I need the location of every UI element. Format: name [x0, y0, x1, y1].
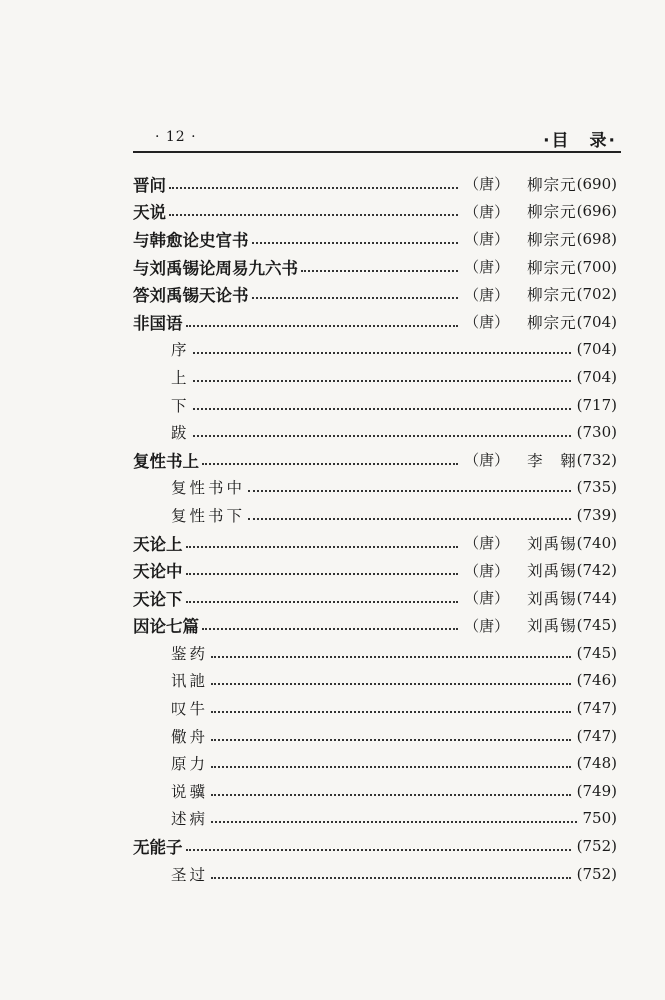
dot-leader [193, 352, 571, 354]
entry-author: 柳宗元 [527, 230, 577, 249]
dot-leader [211, 656, 571, 658]
entry-era: （唐） [464, 202, 510, 221]
entry-author: 刘禹锡 [527, 617, 577, 636]
entry-title: 因论七篇 [133, 617, 199, 637]
entry-era: （唐） [464, 589, 510, 608]
entry-author: 柳宗元 [527, 258, 577, 277]
page-header [133, 125, 621, 153]
toc-entry [133, 612, 617, 640]
dot-leader [186, 849, 571, 851]
toc-entry [133, 418, 617, 446]
entry-page-number: (752) [576, 837, 617, 856]
dot-leader [193, 435, 571, 437]
toc-entry [133, 253, 617, 281]
toc-entry [133, 308, 617, 336]
entry-title: 复性书上 [133, 451, 199, 471]
entry-title: 天说 [133, 203, 166, 223]
dot-leader [252, 297, 459, 299]
toc-entry [133, 667, 617, 695]
entry-page-number: (696) [576, 202, 617, 221]
entry-title: 天论上 [133, 534, 183, 554]
entry-author: 柳宗元 [527, 203, 577, 222]
entry-author: 李 翱 [527, 451, 577, 470]
entry-page-number: (742) [576, 561, 617, 580]
toc-entry [133, 694, 617, 722]
entry-author: 刘禹锡 [527, 534, 577, 553]
entry-page-number: (748) [576, 754, 617, 773]
dot-leader [211, 766, 571, 768]
entry-era: （唐） [464, 616, 510, 635]
dot-leader [211, 711, 571, 713]
entry-page-number: (732) [576, 450, 617, 469]
toc-entry [133, 639, 617, 667]
dot-leader [252, 242, 459, 244]
dot-leader [186, 601, 459, 603]
entry-page-number: (744) [576, 588, 617, 607]
entry-title: 说骥 [171, 782, 209, 801]
toc-entry [133, 363, 617, 391]
toc-entry [133, 749, 617, 777]
toc-entry [133, 198, 617, 226]
entry-page-number: 750) [582, 809, 617, 828]
entry-author: 柳宗元 [527, 175, 577, 194]
entry-era: （唐） [464, 451, 510, 470]
entry-page-number: (746) [576, 671, 617, 690]
toc-entry [133, 832, 617, 860]
entry-era: （唐） [464, 313, 510, 332]
entry-title: 晋问 [133, 175, 166, 195]
entry-page-number: (735) [576, 478, 617, 497]
toc-entry [133, 336, 617, 364]
toc-entry [133, 446, 617, 474]
entry-era: （唐） [464, 230, 510, 249]
entry-author: 刘禹锡 [527, 562, 577, 581]
entry-title: 跋 [171, 424, 190, 443]
dot-leader [248, 490, 571, 492]
toc-entry [133, 225, 617, 253]
dot-leader [211, 794, 571, 796]
entry-title: 与刘禹锡论周易九六书 [133, 258, 298, 278]
dot-leader [186, 573, 459, 575]
entry-page-number: (730) [576, 423, 617, 442]
toc-entry [133, 777, 617, 805]
entry-page-number: (698) [576, 229, 617, 248]
toc-entry [133, 391, 617, 419]
toc-entry [133, 584, 617, 612]
entry-page-number: (752) [576, 864, 617, 883]
entry-title: 复性书下 [171, 506, 246, 525]
entry-page-number: (704) [576, 367, 617, 386]
dot-leader [193, 408, 571, 410]
dot-leader [193, 380, 571, 382]
dot-leader [202, 628, 458, 630]
entry-page-number: (704) [576, 312, 617, 331]
entry-era: （唐） [464, 285, 510, 304]
section-title: ·目 录· [543, 131, 617, 151]
table-of-contents [133, 170, 617, 887]
dot-leader [211, 821, 577, 823]
entry-page-number: (745) [576, 643, 617, 662]
entry-page-number: (700) [576, 257, 617, 276]
entry-title: 圣过 [171, 865, 209, 884]
entry-page-number: (747) [576, 726, 617, 745]
toc-entry [133, 280, 617, 308]
entry-page-number: (739) [576, 505, 617, 524]
entry-title: 鉴药 [171, 644, 209, 663]
dot-leader [169, 214, 458, 216]
toc-entry [133, 722, 617, 750]
dot-leader [169, 187, 458, 189]
entry-author: 柳宗元 [527, 286, 577, 305]
entry-title: 答刘禹锡天论书 [133, 286, 249, 306]
dot-leader [186, 546, 459, 548]
entry-author: 刘禹锡 [527, 589, 577, 608]
entry-title: 儆舟 [171, 727, 209, 746]
entry-page-number: (749) [576, 781, 617, 800]
toc-entry [133, 170, 617, 198]
entry-title: 天论下 [133, 589, 183, 609]
dot-leader [211, 739, 571, 741]
dot-leader [211, 877, 571, 879]
entry-title: 天论中 [133, 562, 183, 582]
entry-title: 叹牛 [171, 700, 209, 719]
toc-entry [133, 805, 617, 833]
toc-entry [133, 556, 617, 584]
dot-leader [301, 270, 458, 272]
entry-page-number: (704) [576, 340, 617, 359]
entry-page-number: (702) [576, 285, 617, 304]
entry-title: 述病 [171, 810, 209, 829]
toc-entry [133, 474, 617, 502]
entry-page-number: (745) [576, 616, 617, 635]
page-number: · 12 · [155, 129, 197, 145]
dot-leader [211, 683, 571, 685]
entry-title: 讯訑 [171, 672, 209, 691]
entry-title: 上 [171, 368, 190, 387]
entry-title: 原力 [171, 755, 209, 774]
entry-title: 下 [171, 396, 190, 415]
entry-era: （唐） [464, 175, 510, 194]
dot-leader [248, 518, 571, 520]
dot-leader [186, 325, 459, 327]
entry-page-number: (690) [576, 174, 617, 193]
entry-era: （唐） [464, 534, 510, 553]
entry-author: 柳宗元 [527, 313, 577, 332]
entry-page-number: (747) [576, 699, 617, 718]
entry-title: 序 [171, 341, 190, 360]
entry-title: 与韩愈论史官书 [133, 230, 249, 250]
entry-page-number: (717) [576, 395, 617, 414]
toc-entry [133, 529, 617, 557]
toc-entry [133, 860, 617, 888]
entry-title: 复性书中 [171, 479, 246, 498]
entry-era: （唐） [464, 561, 510, 580]
dot-leader [202, 463, 458, 465]
toc-entry [133, 501, 617, 529]
entry-title: 无能子 [133, 838, 183, 858]
entry-title: 非国语 [133, 313, 183, 333]
entry-page-number: (740) [576, 533, 617, 552]
entry-era: （唐） [464, 258, 510, 277]
